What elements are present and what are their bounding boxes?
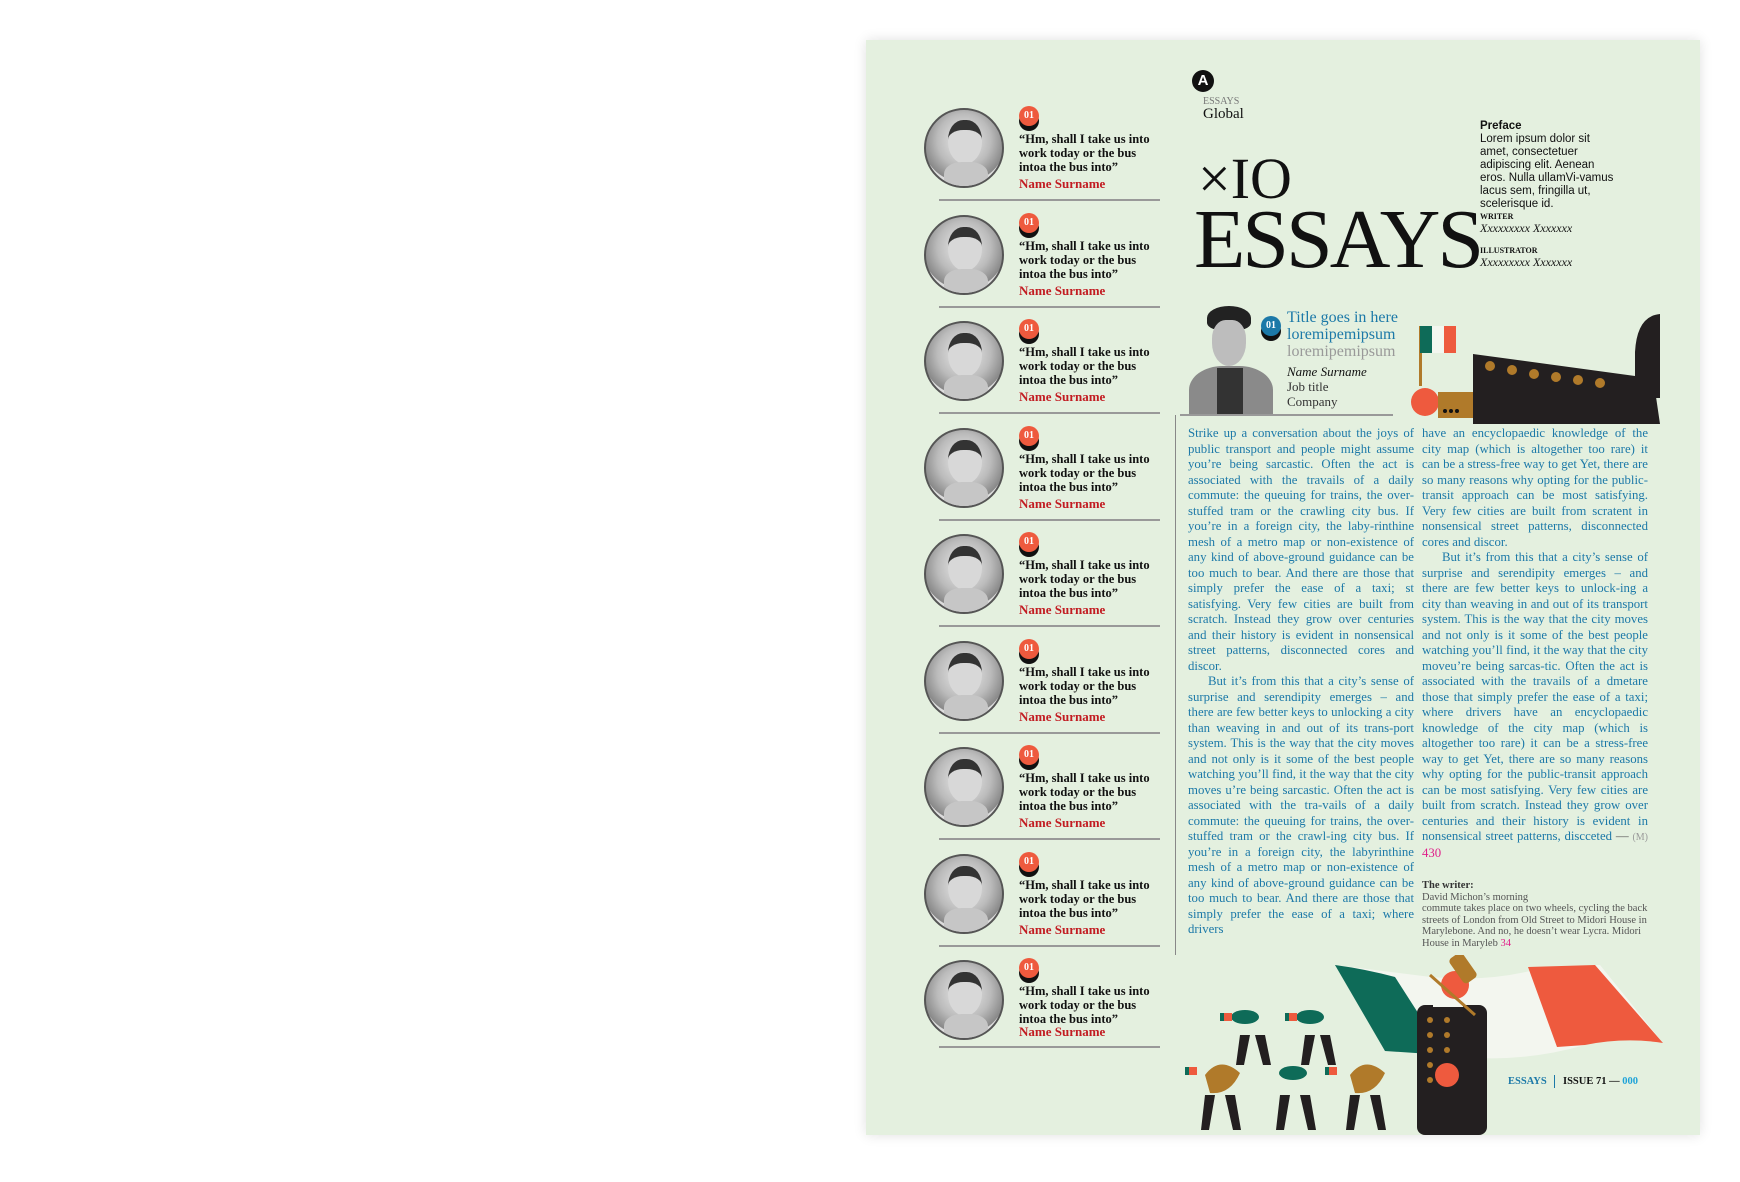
quote-item [922, 958, 1162, 1054]
quote-divider [939, 625, 1160, 627]
avatar [924, 428, 1004, 508]
quote-badge: 01 [1019, 958, 1039, 978]
preface-text: Lorem ipsum dolor sit amet, consectetuer adipiscing elit. Aenean eros. Nulla ullamVi-vamus lacus sem, fringilla ut, scelerisque id. [1480, 133, 1614, 210]
article-paragraph: But it’s from this that a city’s sense of surprise and serendipity emerges – and there are few better keys to unlocking a city than weaving in and out of its trans-port system. This is the way that the city moves and not only is it some of the best people watching you’ll find, it the way that the city moves u’re being sarcastic. Often the act is associated with the tra-vails of a daily commute: the queuing for trains, the over-stuffed tram or the crawl-ing city bus. If you’re in a foreign city, the labyrinthine mesh of a metro map or non-existence of any kind of above-ground guidance can be too much to bear. And there are those that simply prefer the ease of a taxi; where drivers [1188, 674, 1414, 936]
quote-item [922, 426, 1162, 533]
credit-name: Xxxxxxxxx Xxxxxxx [1480, 221, 1573, 235]
footer-issue: ISSUE 71 [1562, 1075, 1607, 1087]
quote-badge: 01 [1019, 745, 1039, 765]
avatar [924, 108, 1004, 188]
quote-author: Name Surname [1019, 282, 1106, 298]
footer-section: ESSAYS [1508, 1075, 1547, 1087]
masthead-section: ESSAYS [1203, 96, 1240, 107]
column-rule [1175, 415, 1176, 955]
credit-name: Xxxxxxxxx Xxxxxxx [1480, 255, 1573, 269]
quote-badge: 01 [1019, 319, 1039, 339]
article-paragraph-last [1422, 550, 1648, 861]
article-paragraph: have an encyclopaedic knowledge of the city map (which is altogether too rare) it can be a stress-free way to get Yet, there are so many reasons why opting for the public-transit approach can be most satisfying. Very few cities are built from scratent in nonsensical street patterns, disconnected cores and discor. [1422, 426, 1648, 549]
page-title: ESSAYS [1194, 193, 1482, 286]
writer-note-text: commute takes place on two wheels, cycling the back streets of London from Old Street to Midori House in Marylebone. And no, he doesn’t wear Lycra. Midori House in Maryleb [1422, 903, 1648, 949]
quote-author: Name Surname [1019, 176, 1106, 191]
footer-dash: — [1609, 1075, 1620, 1087]
avatar [924, 854, 1004, 934]
article-column-2 [1422, 426, 1648, 861]
quote-badge: 01 [1019, 852, 1039, 872]
quote-author: Name Surname [1019, 1024, 1106, 1039]
quote-author: Name Surname [1019, 921, 1106, 937]
quote-divider [939, 732, 1160, 734]
preface [1480, 120, 1620, 211]
marchers [1201, 1010, 1386, 1130]
ship-illustration [1405, 312, 1665, 424]
feature-subtitle: loremipemipsum [1287, 343, 1396, 360]
quote-badge: 01 [1019, 532, 1039, 552]
quote-author: Name Surname [1019, 815, 1106, 830]
quote-text: “Hm, shall I take us into work today or the bus intoa the bus into” [1019, 664, 1150, 707]
credits [1480, 212, 1572, 270]
quote-divider [939, 1046, 1160, 1048]
title-number: ×IO [1198, 146, 1292, 211]
quote-text: “Hm, shall I take us into work today or the bus intoa the bus into” [1019, 984, 1150, 1026]
page-number: 000 [1622, 1075, 1638, 1087]
feature-title-line: loremipemipsum [1287, 326, 1396, 343]
quote-divider [939, 199, 1160, 201]
quote-text: “Hm, shall I take us into work today or the bus intoa the bus into” [1019, 238, 1150, 281]
quote-text: “Hm, shall I take us into work today or the bus intoa the bus into” [1019, 345, 1150, 387]
quote-item [922, 106, 1162, 213]
end-dash: — [1615, 829, 1629, 843]
quote-item [922, 213, 1162, 320]
quote-author: Name Surname [1019, 708, 1106, 724]
quote-badge: 01 [1019, 639, 1039, 659]
quote-text: “Hm, shall I take us into work today or the bus intoa the bus into” [1019, 451, 1150, 494]
end-marker: (M) [1632, 832, 1648, 843]
writer-note-line: David Michon’s morning [1422, 891, 1529, 903]
avatar [924, 321, 1004, 401]
quote-divider [939, 412, 1160, 414]
quote-text: “Hm, shall I take us into work today or the bus intoa the bus into” [1019, 877, 1150, 920]
avatar [924, 641, 1004, 721]
quote-badge: 01 [1019, 426, 1039, 446]
logo-icon: A [1192, 70, 1214, 92]
quote-text: “Hm, shall I take us into work today or the bus intoa the bus into” [1019, 132, 1150, 174]
avatar [924, 215, 1004, 295]
quote-badge: 01 [1019, 213, 1039, 233]
author-job: Job title [1287, 379, 1329, 394]
quote-item [922, 532, 1162, 639]
continued-page[interactable]: 430 [1422, 845, 1442, 860]
feature-title-line: Title goes in here [1287, 309, 1398, 326]
avatar [924, 747, 1004, 827]
writer-note-heading: The writer: [1422, 880, 1474, 891]
quote-divider [939, 306, 1160, 308]
feature-badge: 01 [1261, 316, 1281, 336]
quote-item [922, 319, 1162, 426]
feature-title [1287, 309, 1398, 409]
quote-divider [939, 838, 1160, 840]
quote-divider [939, 945, 1160, 947]
flag-green [1420, 326, 1432, 353]
quote-author: Name Surname [1019, 495, 1106, 511]
article-paragraph: Strike up a conversation about the joys of public transport and people might assume you’re being sarcastic. Often the act is associated with the travails of a daily commute: the queuing for trains, the over-stuffed tram or the crawling city bus. If you’re in a foreign city, the laby-rinthine mesh of a metro map or non-existence of any kind of above-ground guidance can be too much to bear. And there are those that simply prefer the ease of a taxi; st satisfying. Very few cities are built from scratch. Instead they grow over centuries and their history is evident in nonsensical street patterns, disconnected cores and discor. [1188, 426, 1414, 673]
quote-list [922, 106, 1162, 1054]
footer [1508, 1075, 1638, 1088]
writer-note [1422, 880, 1652, 949]
masthead-edition: Global [1203, 106, 1244, 122]
quote-item [922, 639, 1162, 746]
author-divider [1180, 414, 1393, 416]
article-column-1 [1188, 426, 1414, 938]
parade-illustration [1185, 955, 1700, 1135]
quote-text: “Hm, shall I take us into work today or the bus intoa the bus into” [1019, 558, 1150, 600]
quote-divider [939, 519, 1160, 521]
footer-divider [1554, 1075, 1555, 1088]
avatar [924, 534, 1004, 614]
credit-role: WRITER [1480, 212, 1514, 221]
credit-role: ILLUSTRATOR [1480, 246, 1538, 255]
quote-badge: 01 [1019, 106, 1039, 126]
avatar [924, 960, 1004, 1040]
quote-item [922, 852, 1162, 959]
quote-item [922, 745, 1162, 852]
writer-note-page[interactable]: 34 [1500, 937, 1511, 949]
article-paragraph: But it’s from this that a city’s sense of surprise and serendipity emerges – and there are few better keys to unlock-ing a city than weaving in and out of its transport system. This is the way that the city moves and not only is it some of the best people watching you’ll find, it the way that the city moveu’re being sarcas-tic. Often the act is associated with the travails of a dmetare those that simply prefer the ease of a taxi; where drivers have an encyclopaedic knowledge of the city map (which is altogether too rare) it can be a stress-free way to get Yet, there are so many reasons why opting for the public-transit approach can be most satisfying. Very few cities are built from scratch. Instead they grow over centuries and their history is evident in nonsensical street patterns, discceted [1422, 550, 1648, 843]
quote-text: “Hm, shall I take us into work today or the bus intoa the bus into” [1019, 771, 1150, 813]
preface-heading: Preface [1480, 120, 1522, 132]
author-company: Company [1287, 394, 1338, 409]
quote-author: Name Surname [1019, 602, 1106, 617]
quote-author: Name Surname [1019, 389, 1106, 404]
author-name: Name Surname [1287, 364, 1367, 379]
